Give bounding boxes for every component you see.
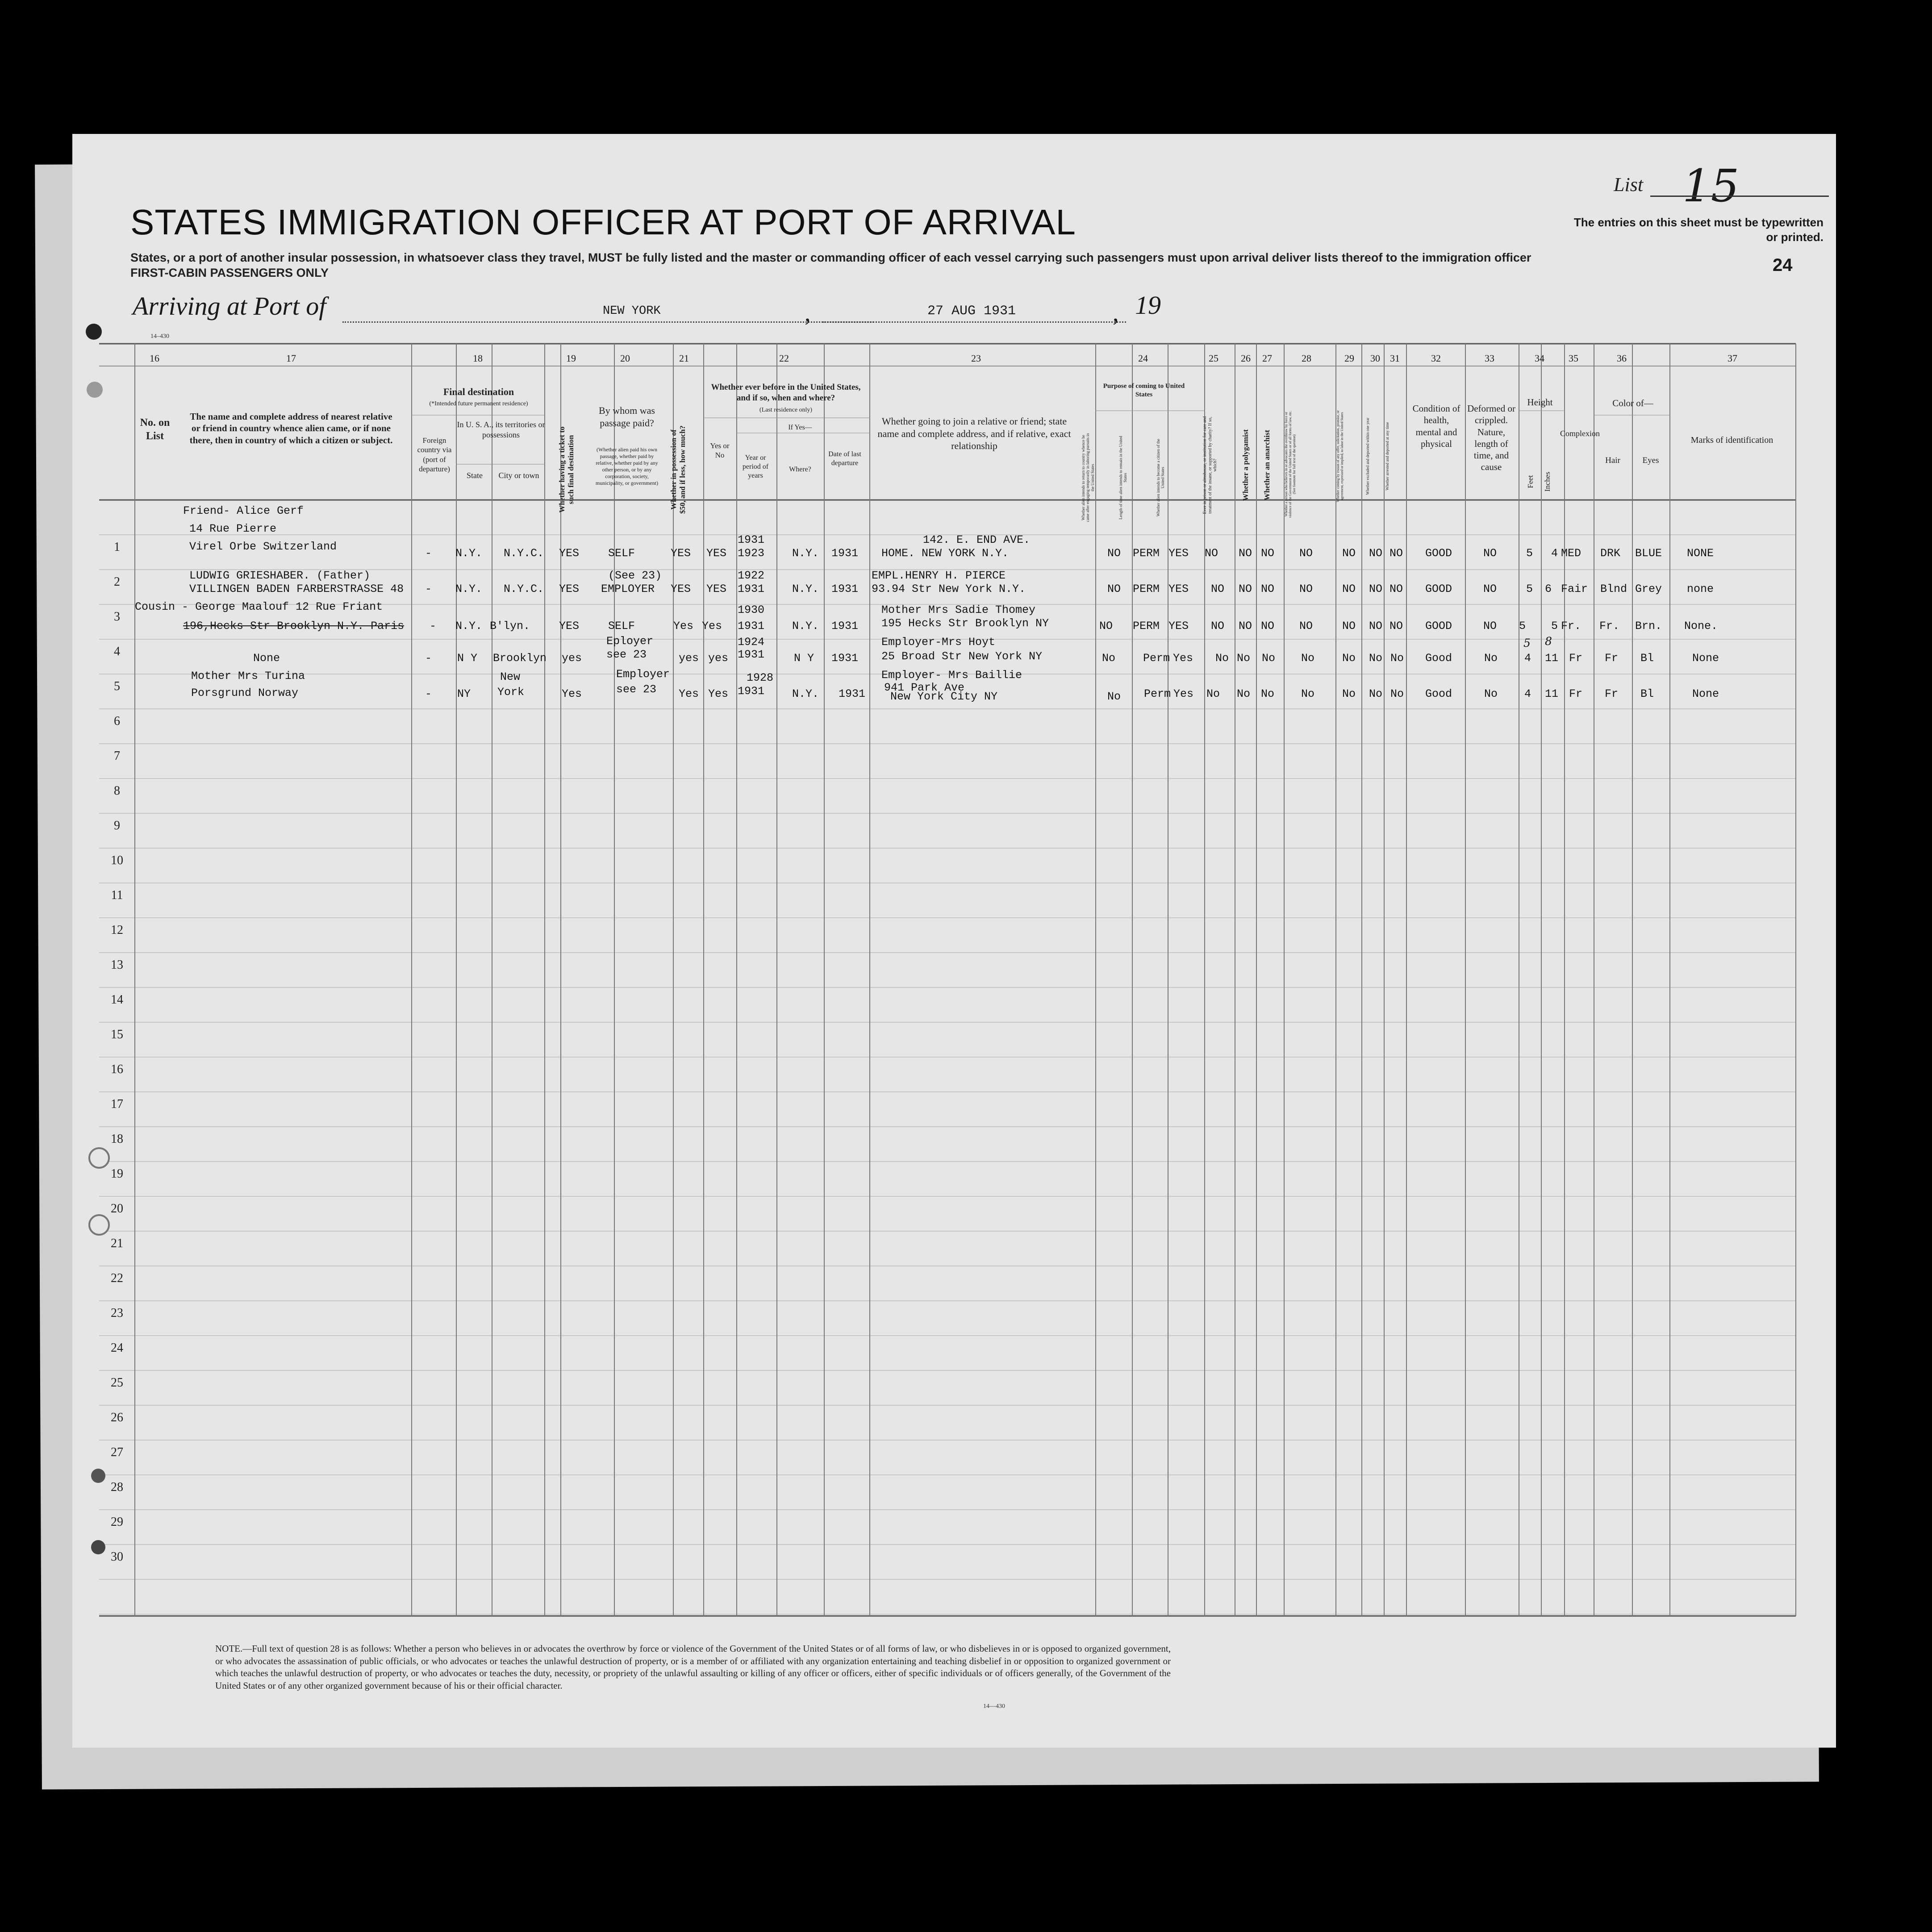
joining-line: EMPL.HENRY H. PIERCE (872, 569, 1006, 582)
row-number: 26 (111, 1411, 123, 1424)
eyes: Brn. (1635, 620, 1662, 633)
foreign-country: - (425, 652, 432, 665)
header-inches: Inches (1543, 471, 1552, 492)
joining-line: Employer-Mrs Hoyt (881, 636, 996, 649)
list-number: 15 (1682, 160, 1740, 212)
possession: YES (671, 547, 691, 560)
row-number: 14 (111, 993, 123, 1007)
column-number: 31 (1390, 353, 1400, 364)
header-joining: Whether going to join a relative or friend; state name and complete address, and if relative, exact relationship (877, 416, 1071, 451)
excluded: No (1369, 687, 1383, 700)
feet: 4 (1524, 652, 1531, 665)
condition: Good (1425, 687, 1452, 700)
polygamist: NO (1239, 547, 1252, 560)
ticket: Yes (562, 687, 582, 700)
years: 1924 (738, 636, 765, 649)
header-feet: Feet (1526, 475, 1535, 488)
possession: YES (671, 583, 691, 595)
column-number: 17 (286, 353, 296, 364)
marks: none (1687, 583, 1714, 595)
row-number: 24 (111, 1341, 123, 1355)
foreign-country: - (425, 547, 432, 560)
footnote: NOTE.—Full text of question 28 is as follows: Whether a person who believes in or advocates the overthrow by force or violence of the Government of the United States or of all forms of law, or who disbelieves in or is opposed to organized government, or who advocates the assassination of public officials, or who advocates or teaches the unlawful destruction of property, or is a member of or affiliated with any organization entertaining and teaching disbelief in or opposition to organized government or which teaches the unlawful destruction of property, or who advocates or teaches the duty, necessity, or propriety of the unlawful assaulting or killing of any officer or officers, either of specific individuals or of officers generally, of the Government of the United States or of any other organized government because of his or their official character. (215, 1643, 1171, 1691)
column-number: 18 (473, 353, 483, 364)
arrested: No (1390, 687, 1404, 700)
foreign-country: - (425, 687, 432, 700)
column-number: 25 (1209, 353, 1218, 364)
column-number: 20 (620, 353, 630, 364)
row-number: 13 (111, 958, 123, 972)
header-height: Height (1527, 397, 1553, 408)
row-number: 18 (111, 1132, 123, 1146)
possession: yes (679, 652, 699, 665)
joining-line: 195 Hecks Str Brooklyn NY (881, 617, 1049, 630)
overthrow: No (1301, 652, 1315, 665)
header-final-destination: Final destination (443, 386, 514, 397)
arrested: NO (1390, 583, 1403, 595)
where: N.Y. (792, 687, 819, 700)
years: 1931 (738, 620, 765, 633)
coming-offer: NO (1342, 620, 1356, 633)
inches: 4 (1551, 547, 1558, 560)
typed-note: The entries on this sheet must be typewritten or printed. (1573, 216, 1824, 244)
column-number: 34 (1535, 353, 1544, 364)
ever-before: Yes (708, 687, 729, 700)
header-overthrow: Whether a person who believes in or advocates the overthrow by force or violence of the Government of the United States or of all forms of law, etc. (See footnote for full text of the question) (1284, 411, 1297, 518)
eyes: Grey (1635, 583, 1662, 595)
foreign-country: - (425, 583, 432, 595)
relative-line: 14 Rue Pierre (189, 522, 277, 535)
row-number: 4 (114, 645, 120, 658)
years: 1928 (747, 671, 774, 684)
header-arrested: Whether arrested and deported at any time (1385, 422, 1390, 491)
manifest-sheet (72, 134, 1836, 1748)
passage-paid: Employer (616, 668, 670, 681)
purpose-return: NO (1107, 547, 1121, 560)
departure: 1931 (831, 583, 859, 595)
feet: 5 (1526, 583, 1533, 595)
condition: GOOD (1425, 620, 1452, 633)
possession: Yes (673, 620, 694, 633)
header-coming-offer: Whether coming by reason of any offer, solicitation, promise, or agreement, expressed or implied, to labor in the United States (1336, 410, 1344, 502)
header-excluded: Whether excluded and deported within one year (1365, 417, 1370, 495)
purpose-length: PERM (1133, 547, 1160, 560)
prison: No (1215, 652, 1229, 665)
city: Brooklyn (493, 652, 547, 665)
coming-offer: No (1342, 687, 1356, 700)
coming-offer: No (1342, 652, 1356, 665)
anarchist: NO (1261, 620, 1275, 633)
binder-hole (87, 382, 103, 398)
column-number: 35 (1569, 353, 1578, 364)
purpose-return: No (1107, 690, 1121, 703)
polygamist: No (1237, 652, 1251, 665)
comma: , (805, 300, 811, 326)
marks: None (1692, 652, 1719, 665)
header-foreign-country: Foreign country via (port of departure) (417, 436, 452, 473)
binder-hole (86, 324, 102, 340)
joining-line: 941 Park Ave (884, 681, 965, 694)
purpose-return: NO (1099, 620, 1113, 633)
relative-line: 196,Hecks Str Brooklyn N.Y. Paris (183, 620, 405, 633)
arrival-date: 27 AUG 1931 (927, 304, 1016, 319)
header-complexion: Complexion (1560, 429, 1600, 438)
header-date-departure: Date of last departure (828, 450, 861, 467)
overthrow: No (1301, 687, 1315, 700)
header-ever-before-note: (Last residence only) (759, 407, 813, 413)
header-polygamist: Whether a polygamist (1241, 429, 1250, 501)
height-note: 8 (1545, 635, 1552, 648)
header-color-of: Color of— (1612, 398, 1653, 408)
arrested: NO (1390, 547, 1403, 560)
polygamist: NO (1239, 583, 1252, 595)
joining-line: 93.94 Str New York N.Y. (872, 583, 1026, 595)
header-marks: Marks of identification (1690, 435, 1773, 445)
purpose-length: PERM (1133, 620, 1160, 633)
polygamist: No (1237, 687, 1251, 700)
column-number: 36 (1617, 353, 1627, 364)
city: New (500, 670, 521, 683)
list-label: List (1614, 174, 1644, 196)
binder-hole (88, 1147, 110, 1169)
row-number: 1 (114, 540, 120, 554)
year-label: 19 (1135, 291, 1161, 320)
condition: GOOD (1425, 547, 1452, 560)
purpose-citizen: YES (1168, 620, 1189, 633)
anarchist: NO (1261, 583, 1275, 595)
eyes: Bl (1640, 687, 1654, 700)
joining-line: New York City NY (890, 690, 998, 703)
header-prison: Ever in prison or almshouse, or institution for care and treatment of the insane, or supported by charity? If so, which? (1202, 416, 1218, 514)
overthrow: NO (1299, 547, 1313, 560)
column-number: 30 (1370, 353, 1380, 364)
header-passage-paid: By whom was passage paid? (599, 405, 655, 429)
prison: NO (1211, 620, 1225, 633)
row-number: 25 (111, 1376, 123, 1390)
deformed: NO (1483, 583, 1497, 595)
passage-paid: SELF (608, 620, 635, 633)
purpose-length: Perm (1143, 652, 1170, 665)
column-number: 28 (1302, 353, 1311, 364)
purpose-return: No (1102, 652, 1116, 665)
years: 1931 (738, 533, 765, 546)
inches: 11 (1545, 687, 1559, 700)
header-ticket: Whether having a ticket to such final destination (558, 426, 575, 513)
hair: Fr. (1599, 620, 1620, 633)
passage-paid: EMPLOYER (601, 583, 655, 595)
row-number: 5 (114, 679, 120, 693)
header-hair: Hair (1605, 456, 1620, 465)
purpose-length: Perm (1144, 687, 1171, 700)
page-subtitle: States, or a port of another insular possession, in whatsoever class they travel, MUST be fully listed and the master or commanding officer of each vessel carrying such passengers must upon arrival deliver lists thereof to the immigration officer (130, 251, 1531, 264)
ticket: YES (559, 583, 580, 595)
ticket: YES (559, 547, 580, 560)
arrested: No (1390, 652, 1404, 665)
feet: 5 (1519, 620, 1526, 633)
inches: 11 (1545, 652, 1559, 665)
row-number: 16 (111, 1062, 123, 1076)
deformed: No (1484, 652, 1498, 665)
row-number: 8 (114, 784, 120, 798)
excluded: NO (1369, 620, 1383, 633)
row-number: 3 (114, 610, 120, 624)
header-purpose-return: Whether alien intends to return to country whence he came after engaging temporarily in laboring pursuits in the United States (1081, 433, 1095, 522)
hair: DRK (1600, 547, 1621, 560)
relative-line: None (253, 652, 280, 665)
ever-before: yes (708, 652, 729, 665)
prison: No (1206, 687, 1220, 700)
deformed: NO (1483, 547, 1497, 560)
overthrow: NO (1299, 583, 1313, 595)
row-number: 12 (111, 923, 123, 937)
row-number: 11 (111, 888, 123, 902)
header-ever-before: Whether ever before in the United States, and if so, when and where? (711, 383, 861, 403)
coming-offer: NO (1342, 547, 1356, 560)
complexion: Fr (1569, 687, 1583, 700)
header-in-usa: In U. S. A., its territories or possessions (457, 420, 545, 439)
passage-paid: (See 23) (608, 569, 662, 582)
arriving-label: Arriving at Port of (133, 291, 326, 321)
condition: GOOD (1425, 583, 1452, 595)
row-number: 29 (111, 1515, 123, 1529)
row-number: 7 (114, 749, 120, 763)
header-yes-no: Yes or No (710, 441, 730, 460)
column-number: 27 (1262, 353, 1272, 364)
sheet-number: 24 (1773, 255, 1793, 275)
deformed: NO (1483, 620, 1497, 633)
header-possession: Whether in possession of $50, and if less, how much? (669, 425, 687, 514)
passage-paid: see 23 (606, 648, 647, 661)
joining-line: Employer- Mrs Baillie (881, 669, 1022, 682)
purpose-citizen: Yes (1173, 652, 1193, 665)
complexion: MED (1561, 547, 1581, 560)
polygamist: NO (1239, 620, 1252, 633)
purpose-return: NO (1107, 583, 1121, 595)
header-year-period: Year or period of years (742, 454, 769, 479)
column-number: 24 (1138, 353, 1148, 364)
state: N.Y. (455, 547, 483, 560)
passage-paid: Eployer (606, 635, 654, 648)
relative-line: Friend- Alice Gerf (183, 504, 304, 517)
row-number: 10 (111, 854, 123, 867)
relative-line: Porsgrund Norway (191, 687, 299, 700)
coming-offer: NO (1342, 583, 1356, 595)
complexion: Fair (1561, 583, 1588, 595)
state: N.Y. (455, 620, 483, 633)
ticket: yes (562, 652, 582, 665)
binder-hole (91, 1469, 105, 1483)
column-number: 29 (1344, 353, 1354, 364)
column-number: 26 (1241, 353, 1251, 364)
table-grid (72, 134, 1836, 1748)
column-number: 21 (679, 353, 689, 364)
where: N.Y. (792, 583, 819, 595)
hair: Fr (1605, 652, 1619, 665)
prison: NO (1205, 547, 1218, 560)
overthrow: NO (1299, 620, 1313, 633)
where: N.Y. (792, 547, 819, 560)
comma: , (1113, 300, 1119, 326)
years: 1931 (738, 583, 765, 595)
hair: Fr (1605, 687, 1619, 700)
header-purpose-length: Length of time alien intends to remain in the United States (1118, 436, 1128, 520)
years: 1931 (738, 685, 765, 698)
arrested: NO (1390, 620, 1403, 633)
deformed: No (1484, 687, 1498, 700)
row-number: 17 (111, 1097, 123, 1111)
feet: 5 (1526, 547, 1533, 560)
excluded: NO (1369, 583, 1383, 595)
purpose-citizen: Yes (1173, 687, 1194, 700)
complexion: Fr. (1561, 620, 1581, 633)
purpose-length: PERM (1133, 583, 1160, 595)
header-purpose: Purpose of coming to United States (1103, 383, 1185, 398)
header-anarchist: Whether an anarchist (1263, 429, 1271, 501)
inches: 6 (1545, 583, 1552, 595)
header-no-on-list: No. on List (140, 417, 170, 442)
header-final-destination-note: (*Intended future permanent residence) (429, 400, 528, 407)
row-number: 28 (111, 1480, 123, 1494)
years: 1930 (738, 604, 765, 616)
header-where: Where? (789, 466, 811, 473)
form-code-top: 14–430 (150, 333, 169, 340)
arrival-port: NEW YORK (603, 304, 661, 318)
header-if-yes: If Yes— (788, 424, 812, 431)
prison: NO (1211, 583, 1225, 595)
passage-paid: see 23 (616, 683, 657, 696)
foreign-country: - (430, 620, 437, 633)
where: N.Y. (792, 620, 819, 633)
column-number: 32 (1431, 353, 1441, 364)
row-number: 22 (111, 1271, 123, 1285)
joining-line: HOME. NEW YORK N.Y. (881, 547, 1009, 560)
row-number: 30 (111, 1550, 123, 1564)
row-number: 21 (111, 1237, 123, 1250)
excluded: No (1369, 652, 1383, 665)
relative-line: LUDWIG GRIESHABER. (Father) (189, 569, 371, 582)
binder-hole (88, 1214, 110, 1236)
row-number: 23 (111, 1306, 123, 1320)
binder-hole (91, 1540, 105, 1554)
feet: 4 (1524, 687, 1531, 700)
ever-before: YES (706, 583, 727, 595)
height-note: 5 (1523, 637, 1531, 650)
departure: 1931 (831, 547, 859, 560)
purpose-citizen: YES (1168, 547, 1189, 560)
departure: 1931 (839, 687, 866, 700)
joining-line: 25 Broad Str New York NY (881, 650, 1043, 663)
years: 1923 (738, 547, 765, 560)
header-state: State (467, 471, 483, 480)
anarchist: No (1262, 652, 1276, 665)
header-eyes: Eyes (1642, 456, 1659, 465)
ever-before: YES (706, 547, 727, 560)
column-number: 23 (971, 353, 981, 364)
form-code-bottom: 14—430 (983, 1703, 1005, 1710)
header-deformed: Deformed or crippled. Nature, length of time, and cause (1467, 403, 1515, 473)
marks: None. (1684, 620, 1718, 633)
eyes: Bl (1640, 652, 1654, 665)
hair: Blnd (1600, 583, 1627, 595)
passage-paid: SELF (608, 547, 635, 560)
relative-line: VILLINGEN BADEN FARBERSTRASSE 48 (189, 583, 404, 595)
anarchist: No (1261, 687, 1275, 700)
page-title: STATES IMMIGRATION OFFICER AT PORT OF ARRIVAL (130, 202, 1076, 242)
departure: 1931 (831, 652, 859, 665)
column-number: 33 (1485, 353, 1494, 364)
inches: 5 (1551, 620, 1558, 633)
header-purpose-citizen: Whether alien intends to become a citizen of the United States (1156, 439, 1165, 516)
purpose-citizen: YES (1168, 583, 1189, 595)
ticket: YES (559, 620, 580, 633)
city: York (497, 686, 525, 699)
marks: NONE (1687, 547, 1714, 560)
header-relative: The name and complete address of nearest relative or friend in country whence alien came, or if none there, then in country of which a citizen or subject. (189, 411, 393, 446)
row-number: 19 (111, 1167, 123, 1181)
where: N Y (794, 652, 814, 665)
relative-line: Mother Mrs Turina (191, 670, 305, 683)
header-condition: Condition of health, mental and physical (1412, 403, 1460, 449)
header-city: City or town (498, 471, 539, 480)
relative-line: Cousin - George Maalouf 12 Rue Friant (135, 600, 383, 613)
ever-before: Yes (702, 620, 722, 633)
condition: Good (1425, 652, 1452, 665)
years: 1922 (738, 569, 765, 582)
state: N.Y. (455, 583, 483, 595)
joining-line: 142. E. END AVE. (923, 533, 1031, 546)
possession: Yes (679, 687, 699, 700)
row-number: 27 (111, 1445, 123, 1459)
city: B'lyn. (490, 620, 530, 633)
row-number: 6 (114, 714, 120, 728)
departure: 1931 (831, 620, 859, 633)
header-passage-paid-note: (Whether alien paid his own passage, whether paid by relative, whether paid by any other person, or by any corporation, society, municipality, or government) (595, 446, 659, 486)
city: N.Y.C. (504, 547, 544, 560)
column-number: 16 (150, 353, 159, 364)
state: NY (457, 687, 471, 700)
class-line: FIRST-CABIN PASSENGERS ONLY (130, 266, 329, 279)
relative-line: Virel Orbe Switzerland (189, 540, 337, 553)
anarchist: NO (1261, 547, 1275, 560)
row-number: 15 (111, 1028, 123, 1041)
city: N.Y.C. (504, 583, 544, 595)
column-number: 37 (1728, 353, 1737, 364)
column-number: 22 (779, 353, 789, 364)
eyes: BLUE (1635, 547, 1662, 560)
state: N Y (457, 652, 478, 665)
marks: None (1692, 687, 1719, 700)
excluded: NO (1369, 547, 1383, 560)
joining-line: Mother Mrs Sadie Thomey (881, 604, 1036, 616)
years: 1931 (738, 648, 765, 661)
row-number: 2 (114, 575, 120, 589)
row-number: 9 (114, 819, 120, 833)
row-number: 20 (111, 1202, 123, 1216)
column-number: 19 (566, 353, 576, 364)
complexion: Fr (1569, 652, 1583, 665)
